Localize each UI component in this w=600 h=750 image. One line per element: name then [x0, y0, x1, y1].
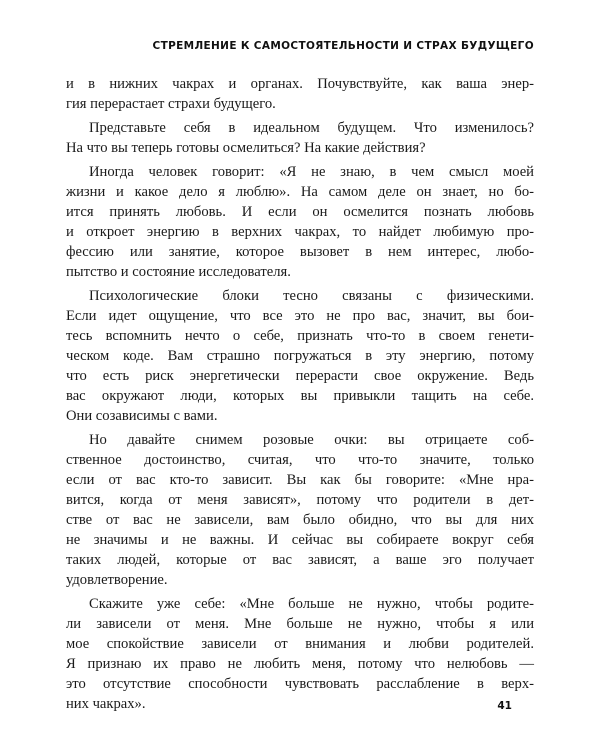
- text-line: удовлетворение.: [66, 572, 168, 588]
- paragraph: [66, 286, 534, 426]
- text-line: и откроет энергию в верхних чакрах, то найдет любимую про-: [66, 224, 534, 240]
- paragraph: [66, 118, 534, 158]
- text-line: мое спокойствие зависели от внимания и любви родителей.: [66, 636, 534, 652]
- paragraph: [66, 594, 534, 714]
- text-line: них чакрах».: [66, 696, 146, 712]
- text-line: ческом коде. Вам страшно погружаться в эту энергию, потому: [66, 348, 534, 364]
- running-header: СТРЕМЛЕНИЕ К САМОСТОЯТЕЛЬНОСТИ И СТРАХ БУДУЩЕГО: [152, 40, 534, 52]
- text-line: вас окружают люди, которых вы привыкли тащить на себе.: [66, 388, 534, 404]
- text-line: и в нижних чакрах и органах. Почувствуйте, как ваша энер-: [66, 76, 534, 92]
- text-line: тесь вспомнить нечто о себе, признать что-то в своем генети-: [66, 328, 534, 344]
- body-text: [66, 74, 534, 718]
- text-line: жизни и какое дело я люблю». На самом деле он знает, но бо-: [66, 184, 534, 200]
- text-line: таких людей, которые от вас зависят, а ваше эго получает: [66, 552, 534, 568]
- text-line: фессию или занятие, которое вызовет в нем интерес, любо-: [66, 244, 534, 260]
- text-line: Но давайте снимем розовые очки: вы отрицаете соб-: [89, 432, 534, 448]
- text-line: ственное достоинство, считая, что что-то значите, только: [66, 452, 534, 468]
- text-line: что есть риск энергетически перерасти свое окружение. Ведь: [66, 368, 534, 384]
- text-line: не значимы и не важны. И сейчас вы собираете вокруг себя: [66, 532, 534, 548]
- text-line: Иногда человек говорит: «Я не знаю, в чем смысл моей: [89, 164, 534, 180]
- text-line: Скажите уже себе: «Мне больше не нужно, чтобы родите-: [89, 596, 534, 612]
- paragraph: [66, 162, 534, 282]
- text-line: На что вы теперь готовы осмелиться? На какие действия?: [66, 140, 426, 156]
- paragraph: [66, 430, 534, 590]
- paragraph: [66, 74, 534, 114]
- text-line: Они созависимы с вами.: [66, 408, 218, 424]
- text-line: Психологические блоки тесно связаны с физическими.: [89, 288, 534, 304]
- text-line: это отсутствие способности чувствовать расслабление в верх-: [66, 676, 534, 692]
- text-line: если от вас кто-то зависит. Вы как бы говорите: «Мне нра-: [66, 472, 534, 488]
- text-line: ли зависели от меня. Мне больше не нужно, чтобы я или: [66, 616, 534, 632]
- text-line: ится принять любовь. И если он осмелится познать любовь: [66, 204, 534, 220]
- text-line: Представьте себя в идеальном будущем. Что изменилось?: [89, 120, 534, 136]
- text-line: Я признаю их право не любить меня, потому что нелюбовь —: [66, 656, 534, 672]
- text-line: вится, когда от меня зависят», потому что родители в дет-: [66, 492, 534, 508]
- text-line: гия перерастает страхи будущего.: [66, 96, 276, 112]
- page-number: 41: [497, 700, 512, 712]
- text-line: стве от вас не зависели, вам было обидно, что вы для них: [66, 512, 534, 528]
- text-line: пытство и состояние исследователя.: [66, 264, 291, 280]
- text-line: Если идет ощущение, что все это не про вас, значит, вы бои-: [66, 308, 534, 324]
